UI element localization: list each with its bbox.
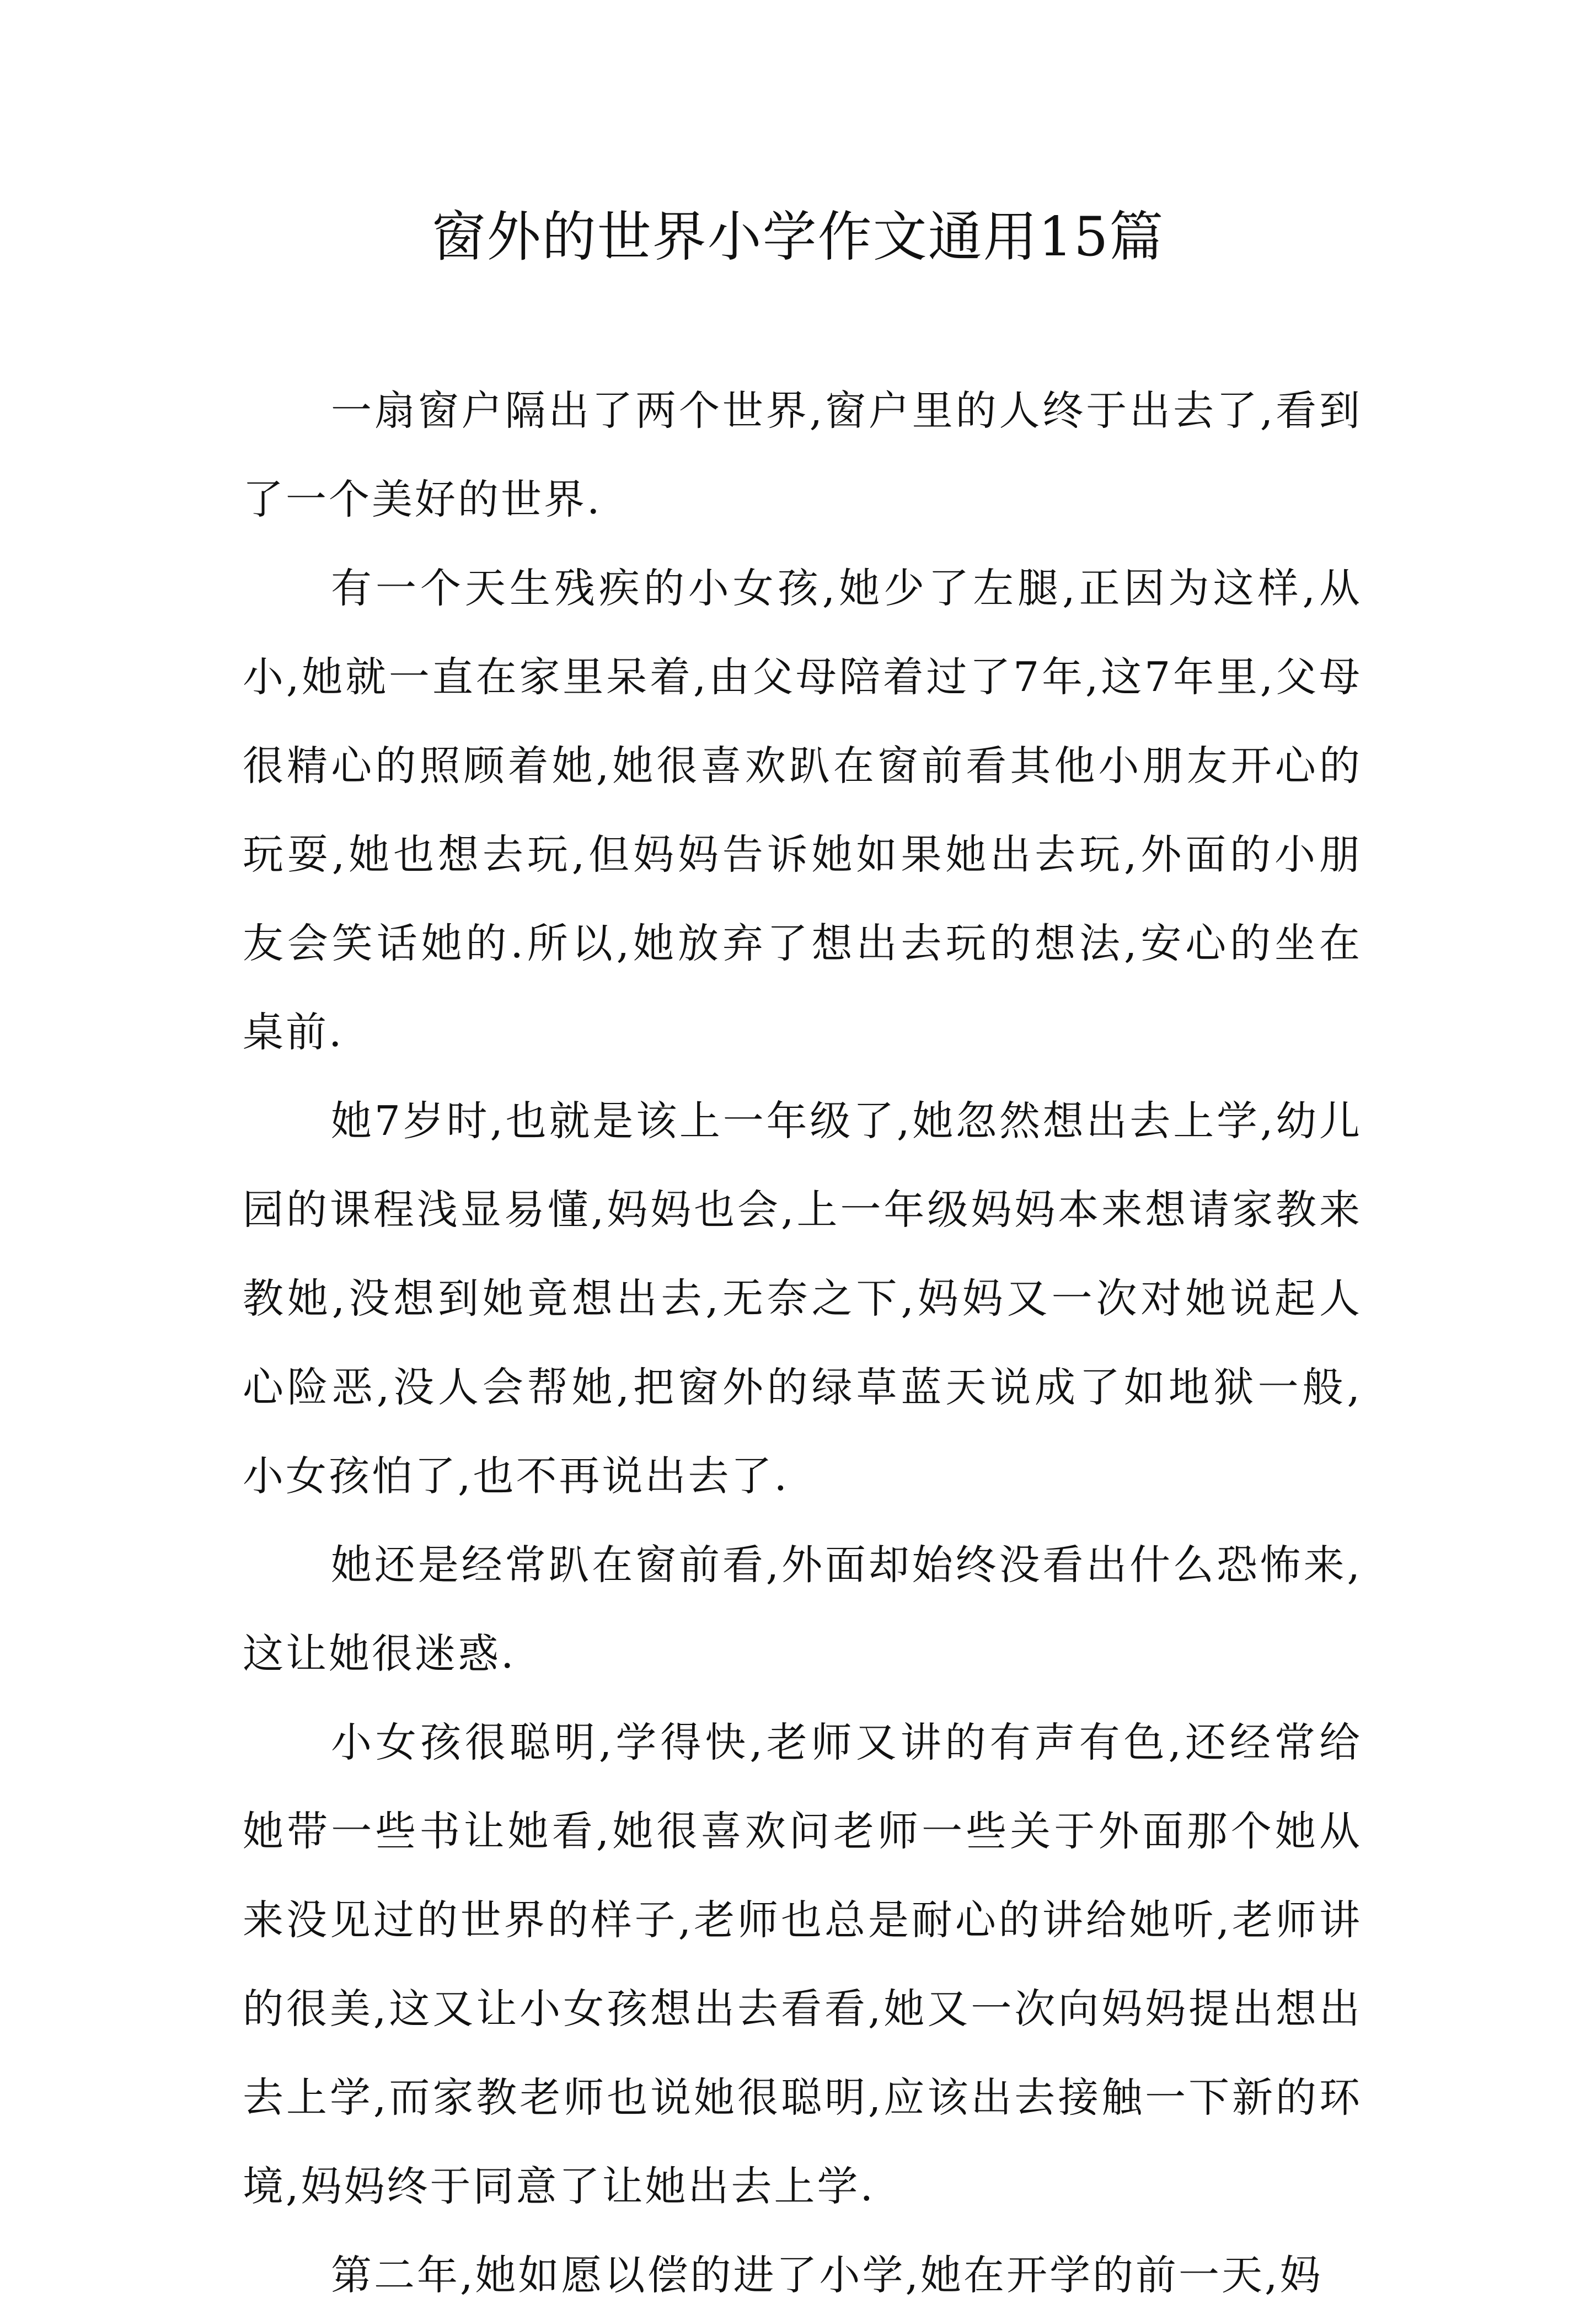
paragraph: 有一个天生残疾的小女孩,她少了左腿,正因为这样,从小,她就一直在家里呆着,由父母陪着过了7年,这7年里,父母很精心的照顾着她,她很喜欢趴在窗前看其他小朋友开心的玩耍,她也想去玩,但妈妈告诉她如果她出去玩,外面的小朋友会笑话她的.所以,她放弃了想出去玩的想法,安心的坐在桌前. [243, 565, 1362, 1056]
paragraph: 第二年,她如愿以偿的进了小学,她在开学的前一天,妈 [331, 2252, 1323, 2299]
document-body [243, 367, 1362, 2320]
paragraph: 一扇窗户隔出了两个世界,窗户里的人终于出去了,看到了一个美好的世界. [243, 387, 1362, 523]
paragraph: 小女孩很聪明,学得快,老师又讲的有声有色,还经常给她带一些书让她看,她很喜欢问老师一些关于外面那个她从来没见过的世界的样子,老师也总是耐心的讲给她听,老师讲的很美,这又让小女孩想出去看看,她又一次向妈妈提出想出去上学,而家教老师也说她很聪明,应该出去接触一下新的环境,妈妈终于同意了让她出去上学. [243, 1719, 1362, 2210]
document-title: 窗外的世界小学作文通用15篇 [431, 206, 1165, 269]
paragraph: 她7岁时,也就是该上一年级了,她忽然想出去上学,幼儿园的课程浅显易懂,妈妈也会,上一年级妈妈本来想请家教来教她,没想到她竟想出去,无奈之下,妈妈又一次对她说起人心险恶,没人会帮她,把窗外的绿草蓝天说成了如地狱一般,小女孩怕了,也不再说出去了. [243, 1097, 1362, 1500]
paragraph: 她还是经常趴在窗前看,外面却始终没看出什么恐怖来,这让她很迷惑. [243, 1541, 1362, 1678]
